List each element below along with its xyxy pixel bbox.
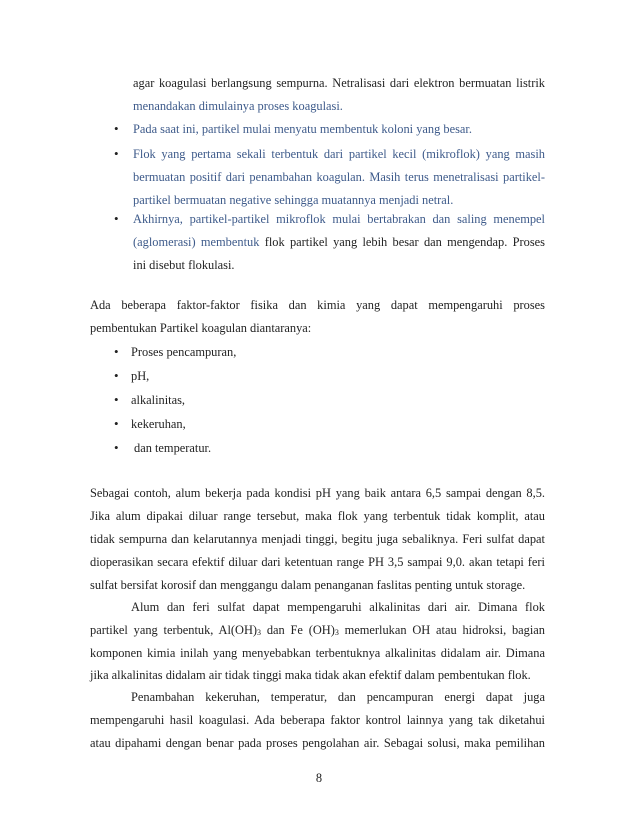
intro-line-2: menandakan dimulainya proses koagulasi. xyxy=(133,99,343,113)
subscript: 3 xyxy=(334,628,339,637)
bullet-3-line-2-blue: (aglomerasi) membentuk xyxy=(133,235,260,249)
bullet-icon: • xyxy=(114,416,119,431)
bullet-2-line-1: Flok yang pertama sekali terbentuk dari partikel kecil (mikroflok) yang masih xyxy=(133,147,545,161)
bullet-icon: • xyxy=(114,211,119,226)
bullet-3-line-1 xyxy=(133,211,545,227)
bullet-icon: • xyxy=(114,344,119,359)
para-4-line-3: atau dipahami dengan benar pada proses pengolahan air. Sebagai solusi, maka pemilihan xyxy=(90,736,545,750)
bullet-icon: • xyxy=(114,368,119,383)
bullet-icon: • xyxy=(114,440,119,455)
page-number: 8 xyxy=(315,771,323,785)
factor-item: Proses pencampuran, xyxy=(131,345,237,359)
para-3-line-2 xyxy=(90,622,545,641)
bullet-icon: • xyxy=(114,146,119,161)
bullet-3-line-1-text: Akhirnya, partikel-partikel mikroflok mulai bertabrakan dan saling menempel xyxy=(133,212,545,226)
para-2-line-4: dioperasikan secara efektif diluar dari ketentuan range PH 3,5 sampai 9,0. akan tetapi feri xyxy=(90,555,545,569)
para-3-line-3: komponen kimia inilah yang menyebabkan terbentuknya alkalinitas didalam air. Dimana xyxy=(90,646,545,660)
para-3-line-1: Alum dan feri sulfat dapat mempengaruhi alkalinitas dari air. Dimana flok xyxy=(131,600,545,614)
bullet-3-line-2 xyxy=(133,234,545,250)
para-1-line-1: Ada beberapa faktor-faktor fisika dan kimia yang dapat mempengaruhi proses xyxy=(90,298,545,312)
factor-item: dan temperatur. xyxy=(134,441,212,455)
para-2-line-1: Sebagai contoh, alum bekerja pada kondisi pH yang baik antara 6,5 sampai dengan 8,5. xyxy=(90,486,545,500)
para-2-line-5: sulfat bersifat korosif dan menggangu dalam penanganan faslitas penting untuk storage. xyxy=(90,578,526,592)
factor-item: kekeruhan, xyxy=(131,417,186,431)
para-1-line-2: pembentukan Partikel koagulan diantaranya: xyxy=(90,321,312,335)
para-4-line-2: mempengaruhi hasil koagulasi. Ada beberapa faktor kontrol lainnya yang tak diketahui xyxy=(90,713,545,727)
para-2-line-2: Jika alum dipakai diluar range tersebut, maka flok yang terbentuk tidak komplit, atau xyxy=(90,509,545,523)
bullet-icon: • xyxy=(114,121,119,136)
bullet-3-line-2-rest: flok partikel yang lebih besar dan mengendap. Proses xyxy=(259,235,545,249)
bullet-1-text: Pada saat ini, partikel mulai menyatu membentuk koloni yang besar. xyxy=(133,122,472,136)
bullet-3-line-3: ini disebut flokulasi. xyxy=(133,258,235,272)
para-3-line-2-b: dan Fe (OH) xyxy=(261,623,335,637)
factor-item: pH, xyxy=(131,369,150,383)
para-3-line-2-a: partikel yang terbentuk, Al(OH) xyxy=(90,623,258,637)
para-2-line-3: tidak sempurna dan kelarutannya menjadi tinggi, begitu juga sebaliknya. Feri sulfat dapat xyxy=(90,532,545,546)
subscript: 3 xyxy=(257,628,262,637)
para-4-line-1: Penambahan kekeruhan, temperatur, dan pencampuran energi dapat juga xyxy=(131,690,545,704)
bullet-2-line-3: partikel bermuatan negative sehingga muatannya menjadi netral. xyxy=(133,193,454,207)
para-3-line-4: jika alkalinitas didalam air tidak tinggi maka tidak akan efektif dalam pembentukan flok. xyxy=(90,668,531,682)
bullet-2-line-2: bermuatan positif dari penambahan koagulan. Masih terus menetralisasi partikel- xyxy=(133,170,545,184)
factor-item: alkalinitas, xyxy=(131,393,186,407)
bullet-icon: • xyxy=(114,392,119,407)
intro-line-1: agar koagulasi berlangsung sempurna. Netralisasi dari elektron bermuatan listrik xyxy=(133,76,545,90)
para-3-line-2-c: memerlukan OH atau hidroksi, bagian xyxy=(338,623,545,637)
